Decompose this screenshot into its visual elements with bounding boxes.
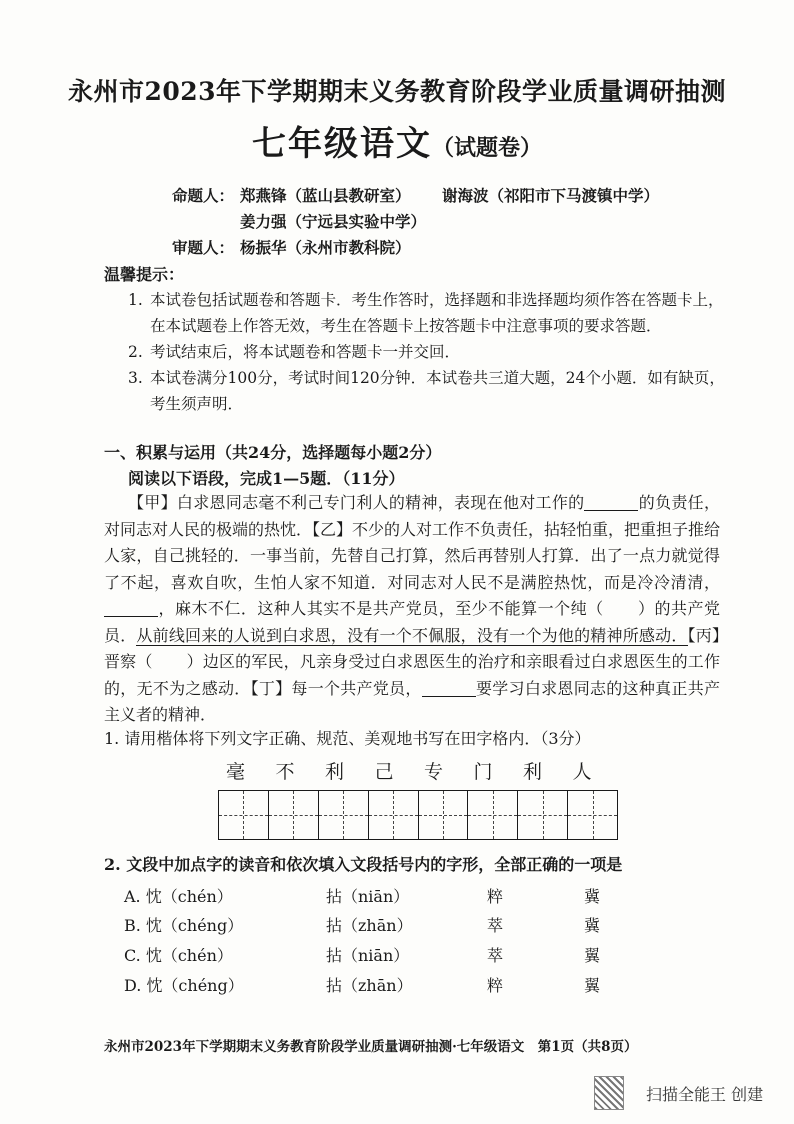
qr-code-icon — [594, 1076, 624, 1110]
reviewer-label: 审题人： — [172, 238, 235, 257]
passage-text: ，麻木不仁．这种人其实不是共产党员，至少不能算一个纯（ — [158, 599, 604, 618]
copy-char: 利 — [325, 761, 345, 783]
subject-name: 七年级语文 — [251, 124, 432, 164]
option-d-d: 翼 — [584, 976, 601, 995]
option-c-d: 翼 — [584, 946, 601, 965]
copy-char: 不 — [275, 761, 295, 783]
tip-item-cont: 在本试题卷上作答无效，考生在答题卡上按答题卡中注意事项的要求答题． — [150, 317, 662, 335]
setter-label: 命题人： — [172, 186, 235, 205]
passage-text: ）边区的军民，凡亲身受过白求恩医生的治疗和亲眼看过白求恩医生的工作的，无不为之感动．【丁】每一个共产党员， — [104, 652, 720, 698]
fill-blank[interactable] — [584, 492, 638, 511]
option-b-c: 萃 — [487, 916, 504, 935]
passage-text: ）的共产党员． — [104, 599, 720, 645]
question-2: 2. 文段中加点字的读音和依次填入文段括号内的字形，全部正确的一项是 — [104, 855, 623, 874]
tips-title: 温馨提示： — [104, 265, 185, 284]
option-d-b: 拈（zhān） — [326, 976, 413, 995]
app-logo-icon — [624, 1078, 640, 1092]
grid-cell[interactable] — [468, 791, 518, 839]
option-d-label[interactable]: D. 忱（chéng） — [124, 976, 244, 995]
copy-char: 专 — [424, 761, 444, 783]
setter-3: 姜力强（宁远县实验中学） — [240, 212, 427, 231]
copy-characters — [226, 757, 626, 784]
setter-2: 谢海波（祁阳市下马渡镇中学） — [442, 186, 660, 205]
setter-1: 郑燕锋（蓝山县教研室） — [240, 186, 411, 205]
question-1: 1. 请用楷体将下列文字正确、规范、美观地书写在田字格内．（3分） — [104, 729, 591, 748]
reviewer: 杨振华（永州市教科院） — [240, 238, 411, 257]
option-c-label[interactable]: C. 忱（chén） — [124, 946, 233, 965]
copy-char: 门 — [473, 761, 493, 783]
scanner-watermark: 扫描全能王 创建 — [646, 1085, 764, 1104]
tip-item: 2. 考试结束后，将本试题卷和答题卡一并交回． — [128, 343, 461, 361]
option-a-c: 粹 — [487, 887, 504, 906]
copy-char: 毫 — [226, 761, 246, 783]
copy-char: 己 — [374, 761, 394, 783]
tip-item: 1. 本试卷包括试题卷和答题卡．考生作答时，选择题和非选择题均须作答在答题卡上， — [128, 291, 724, 309]
reading-intro: 阅读以下语段，完成1—5题．（11分） — [128, 469, 405, 488]
option-c-b: 拈（niān） — [326, 946, 410, 965]
grid-cell[interactable] — [319, 791, 369, 839]
grid-cell[interactable] — [219, 791, 269, 839]
section-heading: 一、积累与运用（共24分，选择题每小题2分） — [104, 443, 442, 462]
fill-blank[interactable] — [104, 598, 158, 617]
option-b-b: 拈（zhān） — [326, 916, 413, 935]
passage-text: 的负责任，对同志对人民的极端的热忱．【乙】不少的人对工作不负责任，拈轻怕重，把重担子推给人家，自己挑轻的．一事当前，先替自己打算，然后再替别人打算．出了一点力就觉得了不起，喜欢自吹，生怕人家不知道．对同志对人民不是满腔热忱，而是冷冷清清， — [104, 493, 721, 592]
reading-passage — [104, 490, 720, 729]
option-a-d: 冀 — [584, 887, 601, 906]
copy-char: 利 — [523, 761, 543, 783]
exam-title: 永州市2023年下学期期末义务教育阶段学业质量调研抽测 — [67, 77, 727, 106]
option-d-c: 粹 — [487, 976, 504, 995]
subject-title — [0, 116, 794, 165]
grid-cell[interactable] — [269, 791, 319, 839]
passage-text: 【丙】晋察（ — [104, 625, 720, 671]
option-c-c: 萃 — [487, 946, 504, 965]
fill-blank[interactable] — [422, 678, 476, 697]
tip-item: 3. 本试卷满分100分，考试时间120分钟．本试卷共三道大题，24个小题．如有缺页， — [128, 369, 725, 387]
option-a-b: 拈（niān） — [326, 887, 410, 906]
passage-text: 要学习白求恩同志的这种真正共产主义者的精神． — [104, 678, 720, 724]
grid-cell[interactable] — [419, 791, 469, 839]
subject-note: （试题卷） — [431, 135, 542, 161]
tian-grid — [218, 790, 618, 840]
grid-cell[interactable] — [568, 791, 617, 839]
option-a-label[interactable]: A. 忱（chén） — [124, 887, 233, 906]
tip-item-cont: 考生须声明． — [150, 395, 244, 413]
copy-char: 人 — [572, 761, 592, 783]
passage-text: 【甲】白求恩同志毫不利己专门利人的精神，表现在他对工作的 — [128, 493, 585, 512]
underlined-sentence: 从前线回来的人说到白求恩，没有一个不佩服，没有一个为他的精神所感动． — [136, 625, 688, 645]
grid-cell[interactable] — [518, 791, 568, 839]
option-b-d: 冀 — [584, 916, 601, 935]
grid-cell[interactable] — [369, 791, 419, 839]
page-footer: 永州市2023年下学期期末义务教育阶段学业质量调研抽测·七年级语文 第1页（共8页） — [104, 1039, 638, 1055]
option-b-label[interactable]: B. 忱（chéng） — [124, 916, 244, 935]
